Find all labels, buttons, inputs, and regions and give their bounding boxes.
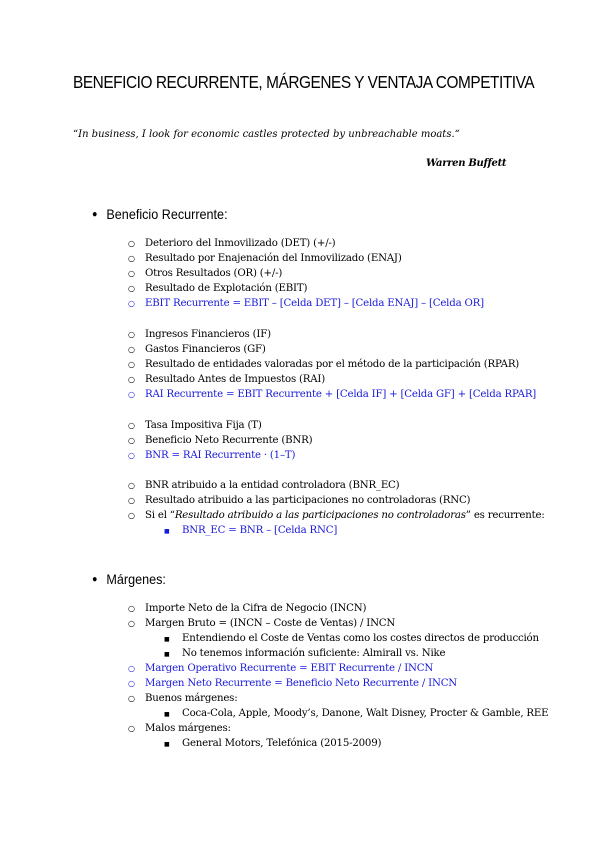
hollow-circle-bullet-icon: ○	[128, 511, 135, 520]
hollow-circle-bullet-icon: ○	[128, 604, 135, 613]
section-bullet-icon: ●	[92, 209, 98, 220]
section-bullet-icon: ●	[92, 574, 98, 585]
square-bullet-icon: ■	[164, 528, 170, 535]
hollow-circle-bullet-icon: ○	[128, 375, 135, 384]
hollow-circle-bullet-icon: ○	[128, 421, 135, 430]
hollow-circle-bullet-icon: ○	[128, 345, 135, 354]
hollow-circle-bullet-icon: ○	[128, 679, 135, 688]
section-heading-beneficio-recurrente: ● Beneficio Recurrente:	[92, 206, 228, 222]
page-title: BENEFICIO RECURRENTE, MÁRGENES Y VENTAJA COMPETITIVA	[73, 72, 535, 92]
hollow-circle-bullet-icon: ○	[128, 451, 135, 460]
square-bullet-icon: ■	[164, 741, 170, 748]
hollow-circle-bullet-icon: ○	[128, 481, 135, 490]
section-heading-margenes: ● Márgenes:	[92, 571, 166, 587]
hollow-circle-bullet-icon: ○	[128, 390, 135, 399]
hollow-circle-bullet-icon: ○	[128, 269, 135, 278]
epigraph-quote: “In business, I look for economic castles protected by unbreachable moats.“	[73, 129, 460, 140]
square-bullet-icon: ■	[164, 636, 170, 643]
hollow-circle-bullet-icon: ○	[128, 436, 135, 445]
square-bullet-icon: ■	[164, 651, 170, 658]
quote-author: Warren Buffett	[426, 158, 507, 169]
hollow-circle-bullet-icon: ○	[128, 284, 135, 293]
hollow-circle-bullet-icon: ○	[128, 254, 135, 263]
hollow-circle-bullet-icon: ○	[128, 330, 135, 339]
hollow-circle-bullet-icon: ○	[128, 360, 135, 369]
hollow-circle-bullet-icon: ○	[128, 724, 135, 733]
square-bullet-icon: ■	[164, 711, 170, 718]
hollow-circle-bullet-icon: ○	[128, 299, 135, 308]
hollow-circle-bullet-icon: ○	[128, 239, 135, 248]
hollow-circle-bullet-icon: ○	[128, 694, 135, 703]
hollow-circle-bullet-icon: ○	[128, 664, 135, 673]
document-page: BENEFICIO RECURRENTE, MÁRGENES Y VENTAJA COMPETITIVA “In business, I look for economic castles protected by unbreachable moats.“ Warren Buffett ● Beneficio Recurrente: ○ Deterioro del Inmovilizado (DET) (+/-) ○ Resultado por Enajenación del Inmovilizado (ENAJ) ○ Otros Resultados (OR) (+/-) ○ Resultado de Explotación (EBIT) ○ EBIT Recurrente = EBIT – [Celda DET] – [Celda ENAJ] – [Celda OR] ○ Ingresos Financieros (IF) ○ Gastos Financieros (GF) ○ Resultado de entidades valoradas por el método de la participación (RPAR) ○ Resultado Antes de Impuestos (RAI) ○ RAI Recurrente = EBIT Recurrente + [Celda IF] + [Celda GF] + [Celda RPAR] ○ Tasa Impositiva Fija (T) ○ Beneficio Neto Recurrente (BNR) ○ BNR = RAI Recurrente · (1–T) ○ BNR atribuido a la entidad controladora (BNR_EC) ○ Resultado atribuido a las participaciones no controladoras (RNC) ○ Si el “Resultado atribuido a las participaciones no controladoras” es recurrente: ■ BNR_EC = BNR – [Celda RNC] ● Márgenes: ○ Importe Neto de la Cifra de Negocio (INCN) ○ Margen Bruto = (INCN – Coste de Ventas) / INCN ■ Entendiendo el Coste de Ventas como los costes directos de producción ■ No tenemos información suficiente: Almirall vs. Nike ○ Margen Operativo Recurrente = EBIT Recurrente / INCN ○ Margen Neto Recurrente = Beneficio Neto Recurrente / INCN ○ Buenos márgenes: ■ Coca-Cola, Apple, Moody’s, Danone, Walt Disney, Procter & Gamble, REE ○ Malos márgenes: ■ General Motors, Telefónica (2015-2009)	[73, 72, 549, 749]
hollow-circle-bullet-icon: ○	[128, 496, 135, 505]
hollow-circle-bullet-icon: ○	[128, 619, 135, 628]
